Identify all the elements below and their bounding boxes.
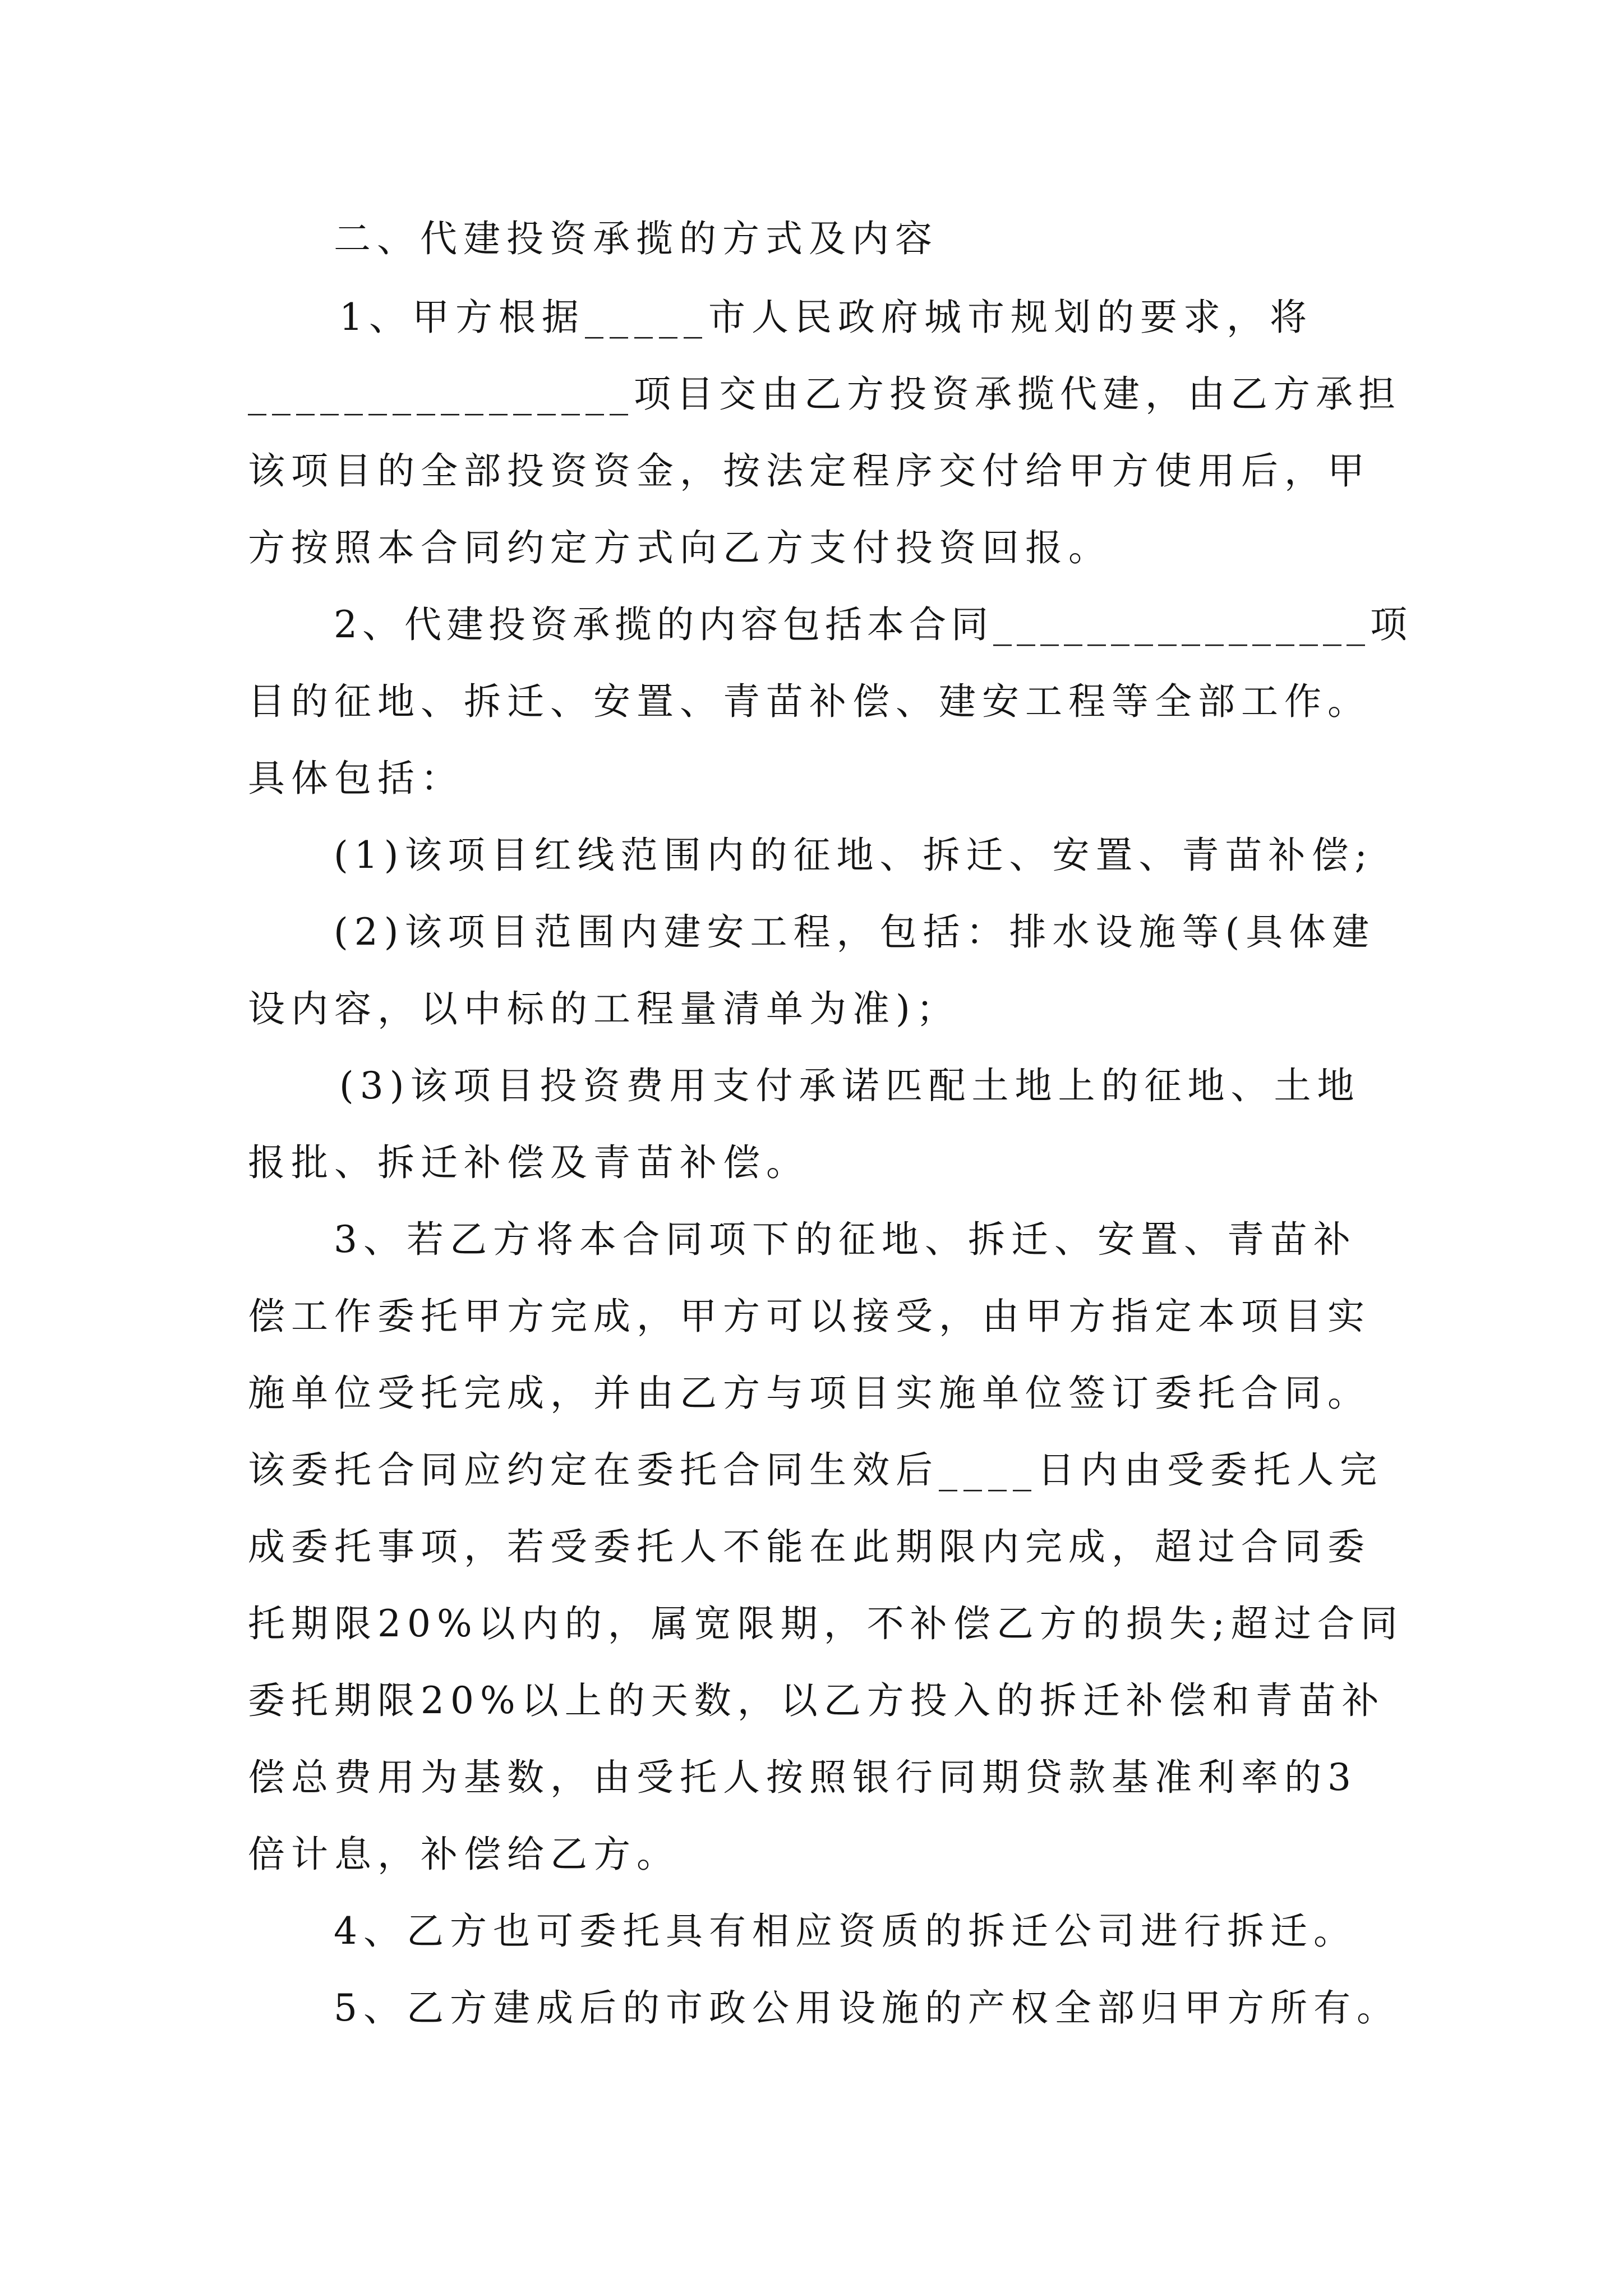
clause-2-line-2: 目的征地、拆迁、安置、青苗补偿、建安工程等全部工作。 bbox=[248, 680, 1371, 723]
clause-3-line-9: 倍计息，补偿给乙方。 bbox=[248, 1833, 680, 1876]
clause-3-line-4: 该委托合同应约定在委托合同生效后____日内由受委托人完 bbox=[248, 1448, 1383, 1492]
clause-2-item-2-line-2: 设内容，以中标的工程量清单为准)； bbox=[248, 987, 960, 1030]
clause-3-line-6: 托期限20%以内的，属宽限期，不补偿乙方的损失;超过合同 bbox=[248, 1602, 1404, 1645]
clause-2-item-2-line-1: (2)该项目范围内建安工程，包括：排水设施等(具体建 bbox=[334, 910, 1376, 954]
clause-2-line-1: 2、代建投资承揽的内容包括本合同________________项 bbox=[334, 603, 1412, 646]
clause-5: 5、乙方建成后的市政公用设施的产权全部归甲方所有。 bbox=[334, 1986, 1400, 2030]
clause-3-line-7: 委托期限20%以上的天数，以乙方投入的拆迁补偿和青苗补 bbox=[248, 1679, 1385, 1722]
clause-3-line-8: 偿总费用为基数，由受托人按照银行同期贷款基准利率的3 bbox=[248, 1756, 1357, 1799]
clause-2-item-3-line-2: 报批、拆迁补偿及青苗补偿。 bbox=[248, 1141, 809, 1184]
clause-4: 4、乙方也可委托具有相应资质的拆迁公司进行拆迁。 bbox=[334, 1910, 1357, 1953]
clause-1-line-3: 该项目的全部投资资金，按法定程序交付给甲方使用后，甲 bbox=[248, 449, 1371, 493]
section-heading: 二、代建投资承揽的方式及内容 bbox=[334, 217, 938, 260]
clause-2-item-3-line-1: (3)该项目投资费用支付承诺匹配土地上的征地、土地 bbox=[339, 1064, 1361, 1107]
clause-3-line-3: 施单位受托完成，并由乙方与项目实施单位签订委托合同。 bbox=[248, 1372, 1371, 1415]
clause-3-line-1: 3、若乙方将本合同项下的征地、拆迁、安置、青苗补 bbox=[334, 1218, 1357, 1261]
clause-1-line-1: 1、甲方根据_____市人民政府城市规划的要求，将 bbox=[339, 296, 1313, 339]
clause-1-line-4: 方按照本合同约定方式向乙方支付投资回报。 bbox=[248, 526, 1112, 569]
clause-3-line-2: 偿工作委托甲方完成，甲方可以接受，由甲方指定本项目实 bbox=[248, 1295, 1371, 1338]
clause-2-item-1: (1)该项目红线范围内的征地、拆迁、安置、青苗补偿; bbox=[334, 834, 1373, 877]
clause-3-line-5: 成委托事项，若受委托人不能在此期限内完成，超过合同委 bbox=[248, 1525, 1371, 1568]
clause-2-line-3: 具体包括： bbox=[248, 757, 464, 800]
clause-1-line-2: ________________项目交由乙方投资承揽代建，由乙方承担 bbox=[248, 372, 1401, 416]
